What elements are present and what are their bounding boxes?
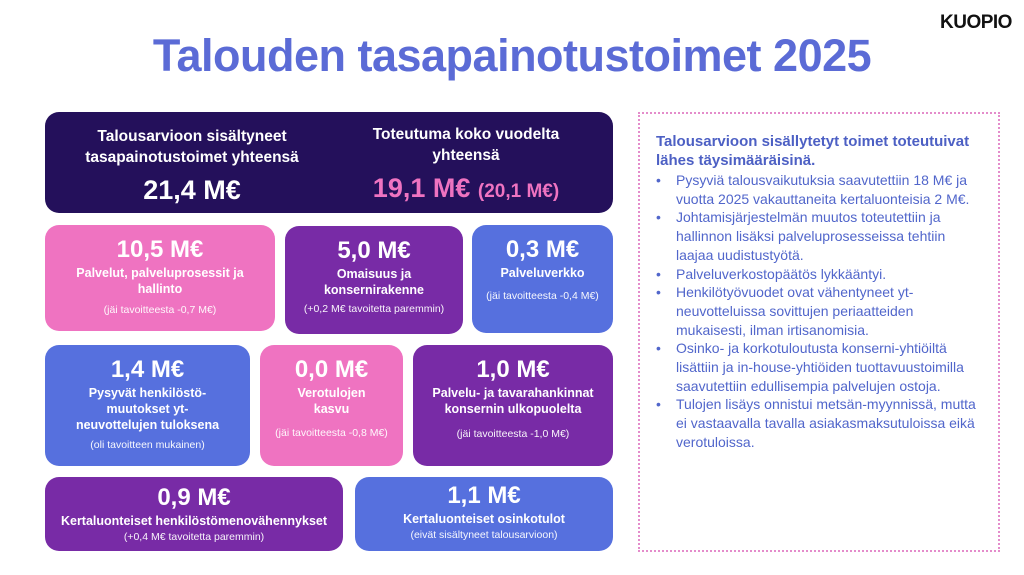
card-staff-changes xyxy=(45,345,250,466)
bullet-icon: • xyxy=(656,172,661,188)
actual-value: 19,1 M€ xyxy=(372,172,471,203)
page-title: Talouden tasapainotustoimet 2025 xyxy=(152,30,872,81)
card-value: 5,0 M€ xyxy=(337,237,411,264)
card-label: Palveluverkko xyxy=(500,266,585,280)
list-item xyxy=(656,265,984,284)
card-note: (+0,4 M€ tavoitetta paremmin) xyxy=(123,531,265,543)
card-note: (jäi tavoitteesta -0,4 M€) xyxy=(486,290,599,302)
card-value: 1,1 M€ xyxy=(447,482,521,509)
list-item-text: Tulojen lisäys onnistui metsän-myynnissä, mutta ei vastaavalla tavalla asiakasmaksutuloissa eikä verotuloissa. xyxy=(676,396,976,450)
card-label: Omaisuus ja konsernirakenne xyxy=(323,267,425,297)
card-value: 0,0 M€ xyxy=(294,356,369,383)
list-item xyxy=(656,283,984,339)
card-tax-revenue xyxy=(260,345,403,466)
list-item-text: Palveluverkostopäätös lykkääntyi. xyxy=(676,265,887,282)
card-note: (jäi tavoitteesta -0,8 M€) xyxy=(275,427,388,439)
list-item-text: Johtamisjärjestelmän muutos toteutettiin ja hallinnon lisäksi palveluprosesseissa tehtiin laajaa uudistustyötä. xyxy=(676,209,946,263)
list-item-text: Pysyviä talousvaikutuksia saavutettiin 18 M€ ja vuotta 2025 vakauttaneita kertaluonteisia 2 M€. xyxy=(676,172,970,207)
list-item xyxy=(656,208,984,264)
card-note: (jäi tavoitteesta -1,0 M€) xyxy=(456,428,570,440)
panel-heading: Talousarvioon sisällytetyt toimet toteutuivat lähes täysimääräisinä. xyxy=(656,133,970,169)
card-note: (eivät sisältyneet talousarvioon) xyxy=(410,529,558,541)
card-property xyxy=(285,226,463,334)
list-item xyxy=(656,395,984,451)
bullet-icon: • xyxy=(656,396,661,413)
card-value: 1,0 M€ xyxy=(476,356,550,383)
bullet-icon: • xyxy=(656,209,661,226)
card-label: Kertaluonteiset henkilöstömenovähennykset xyxy=(60,514,328,528)
card-value: 10,5 M€ xyxy=(116,236,204,263)
card-note: (oli tavoitteen mukainen) xyxy=(90,439,205,451)
bullet-icon: • xyxy=(656,340,661,357)
list-item xyxy=(656,171,984,208)
budget-value: 21,4 M€ xyxy=(143,174,241,205)
card-note: (+0,2 M€ tavoitetta paremmin) xyxy=(303,303,445,315)
summary-card xyxy=(45,112,613,213)
card-procurement xyxy=(413,345,613,466)
list-item-text: Osinko- ja korkotuloutusta konserni-yhtiöiltä lisättiin ja in-house-yhtiöiden tuottavuustoimilla saavutettiin edullisempia palvelujen ostoja. xyxy=(676,340,964,394)
actual-label: Toteutuma koko vuodelta yhteensä xyxy=(372,125,560,164)
card-services xyxy=(45,225,275,331)
card-label: Kertaluonteiset osinkotulot xyxy=(403,512,565,526)
card-value: 0,3 M€ xyxy=(505,236,580,263)
summary-panel xyxy=(638,112,1000,552)
list-item-text: Henkilötyövuodet ovat vähentyneet yt-neuvotteluissa sovittujen periaatteiden mukaisesti, ilman irtisanomisia. xyxy=(676,284,914,338)
list-item xyxy=(656,339,984,395)
card-label: Verotulojen kasvu xyxy=(297,386,366,416)
card-label: Palvelut, palveluprosessit ja hallinto xyxy=(76,266,244,296)
card-value: 0,9 M€ xyxy=(157,484,231,511)
bullet-icon: • xyxy=(656,284,661,301)
kuopio-logo: KUOPIO xyxy=(940,12,1012,33)
actual-extra: (20,1 M€) xyxy=(477,180,560,202)
card-note: (jäi tavoitteesta -0,7 M€) xyxy=(103,304,217,316)
bullet-icon: • xyxy=(656,265,661,282)
card-label: Palvelu- ja tavarahankinnat konsernin ulkopuolelta xyxy=(432,386,594,416)
card-value: 1,4 M€ xyxy=(110,356,185,383)
card-dividends xyxy=(355,477,613,551)
panel-list xyxy=(656,171,984,452)
card-one-off-staff xyxy=(45,477,343,551)
card-service-network xyxy=(472,225,613,333)
card-label: Pysyvät henkilöstö-muutokset yt- neuvottelujen tuloksena xyxy=(75,386,220,432)
budget-label: Talousarvioon sisältyneet tasapainotustoimet yhteensä xyxy=(85,127,299,166)
